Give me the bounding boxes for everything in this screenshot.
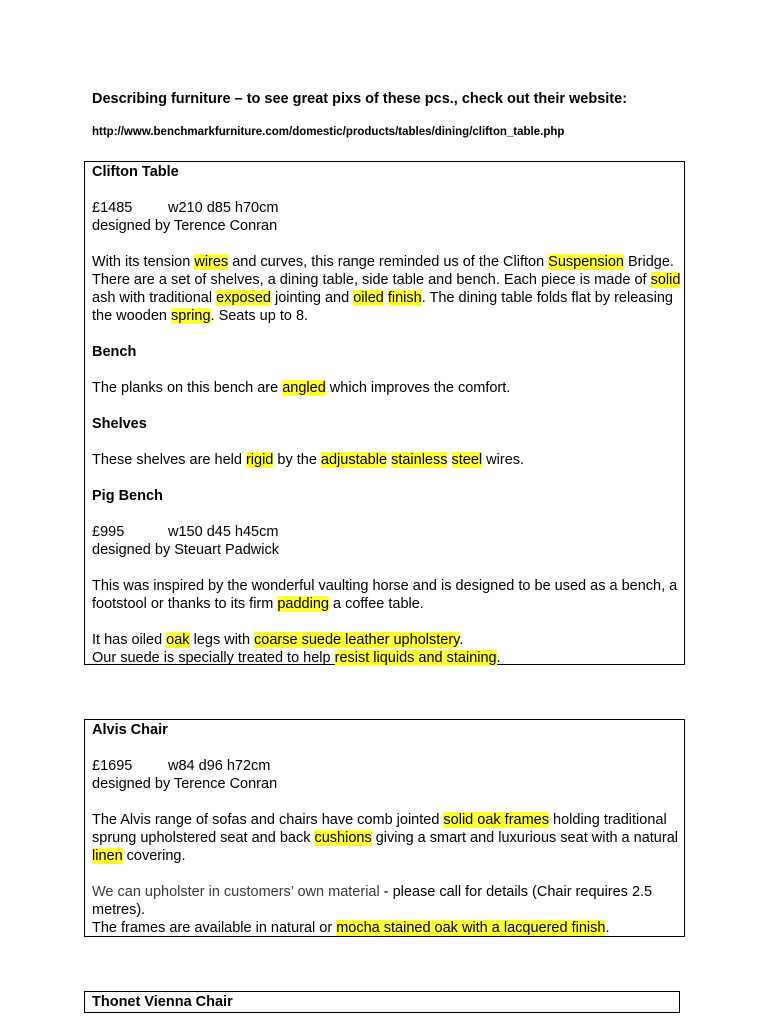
- clifton-title: Clifton Table: [92, 164, 179, 180]
- text-run: The planks on this bench are: [92, 380, 283, 396]
- highlighted-term: rigid: [245, 452, 274, 468]
- pig-bench-description: [92, 577, 684, 613]
- clifton-description: [92, 253, 684, 325]
- highlighted-term: cushions: [314, 830, 372, 846]
- highlighted-term: wires: [194, 254, 229, 270]
- text-run: covering.: [122, 848, 186, 864]
- shelves-title: Shelves: [92, 416, 147, 432]
- alvis-section: [84, 719, 685, 937]
- text-run: by the: [273, 452, 321, 468]
- text-run: .: [459, 632, 464, 648]
- pig-bench-materials: [92, 631, 684, 649]
- text-run: . Seats up to 8.: [210, 308, 309, 324]
- text-run: and curves, this range reminded us of the Clifton: [228, 254, 549, 270]
- highlighted-term: resist liquids and staining: [334, 650, 497, 666]
- clifton-designer: designed by Terence Conran: [92, 218, 278, 234]
- text-run: wires.: [482, 452, 525, 468]
- highlighted-term: coarse suede leather upholstery: [254, 632, 460, 648]
- clifton-price-line: [92, 199, 684, 217]
- shelves-description: [92, 451, 684, 469]
- text-run: These shelves are held: [92, 452, 246, 468]
- text-run: holding traditional sprung upholstered seat and back: [92, 812, 667, 846]
- text-run: The frames are available in natural or: [92, 920, 337, 936]
- text-run: .: [605, 920, 610, 936]
- highlighted-term: exposed: [216, 290, 271, 306]
- bench-title: Bench: [92, 344, 137, 360]
- pig-bench-price-line: [92, 523, 684, 541]
- text-run: legs with: [189, 632, 255, 648]
- highlighted-term: oiled: [353, 290, 384, 306]
- highlighted-term: solid oak frames: [443, 812, 549, 828]
- alvis-designer: designed by Terence Conran: [92, 776, 278, 792]
- text-run: This was inspired by the wonderful vaulting horse and is designed to be used as a bench, a footstool or thanks to its firm: [92, 578, 678, 612]
- highlighted-term: oak: [166, 632, 190, 648]
- text-run: [447, 452, 451, 468]
- pig-bench-title: Pig Bench: [92, 488, 163, 504]
- thonet-section: [84, 991, 680, 1013]
- highlighted-term: Suspension: [548, 254, 624, 270]
- alvis-description: [92, 811, 684, 865]
- text-run: With its tension: [92, 254, 195, 270]
- clifton-price: £1485: [92, 200, 133, 216]
- text-run: Bridge. There are a set of shelves, a dining table, side table and bench. Each piece is made of: [92, 254, 674, 288]
- alvis-title: Alvis Chair: [92, 722, 168, 738]
- thonet-title: Thonet Vienna Chair: [92, 994, 233, 1010]
- text-run: Our suede is specially treated to help: [92, 650, 335, 666]
- bench-description: [92, 379, 684, 397]
- alvis-frames-note: [92, 919, 684, 937]
- highlighted-term: angled: [282, 380, 326, 396]
- highlighted-term: mocha stained oak with a lacquered finish: [336, 920, 606, 936]
- text-run: giving a smart and luxurious seat with a natural: [371, 830, 678, 846]
- page-heading: Describing furniture – to see great pixs of these pcs., check out their website:: [92, 91, 628, 107]
- alvis-upholstery-note: [92, 883, 684, 919]
- clifton-dimensions: w210 d85 h70cm: [168, 200, 279, 216]
- text-run: . The dining table folds flat by releasing the wooden: [92, 290, 673, 324]
- alvis-price: £1695: [92, 758, 133, 774]
- highlighted-term: finish: [387, 290, 422, 306]
- note-text: We can upholster in customers’ own material: [92, 884, 380, 900]
- alvis-dimensions: w84 d96 h72cm: [168, 758, 271, 774]
- text-run: - please call for details (Chair requires 2.5 metres).: [92, 884, 653, 918]
- highlighted-term: padding: [277, 596, 329, 612]
- text-run: jointing and: [270, 290, 354, 306]
- highlighted-term: steel: [451, 452, 483, 468]
- highlighted-term: spring: [171, 308, 211, 324]
- clifton-section: [84, 161, 685, 665]
- text-run: a coffee table.: [328, 596, 424, 612]
- alvis-price-line: [92, 757, 684, 775]
- highlighted-term: stainless: [391, 452, 448, 468]
- highlighted-term: solid: [650, 272, 681, 288]
- pig-bench-dimensions: w150 d45 h45cm: [168, 524, 279, 540]
- highlighted-term: adjustable: [320, 452, 388, 468]
- text-run: ash with traditional: [92, 290, 217, 306]
- pig-bench-suede-note: [92, 649, 684, 667]
- pig-bench-price: £995: [92, 524, 125, 540]
- text-run: which improves the comfort.: [325, 380, 511, 396]
- highlighted-term: linen: [92, 848, 123, 864]
- website-url[interactable]: http://www.benchmarkfurniture.com/domestic/products/tables/dining/clifton_table.php: [92, 126, 565, 138]
- pig-bench-designer: designed by Steuart Padwick: [92, 542, 279, 558]
- text-run: .: [496, 650, 501, 666]
- text-run: It has oiled: [92, 632, 167, 648]
- text-run: The Alvis range of sofas and chairs have comb jointed: [92, 812, 444, 828]
